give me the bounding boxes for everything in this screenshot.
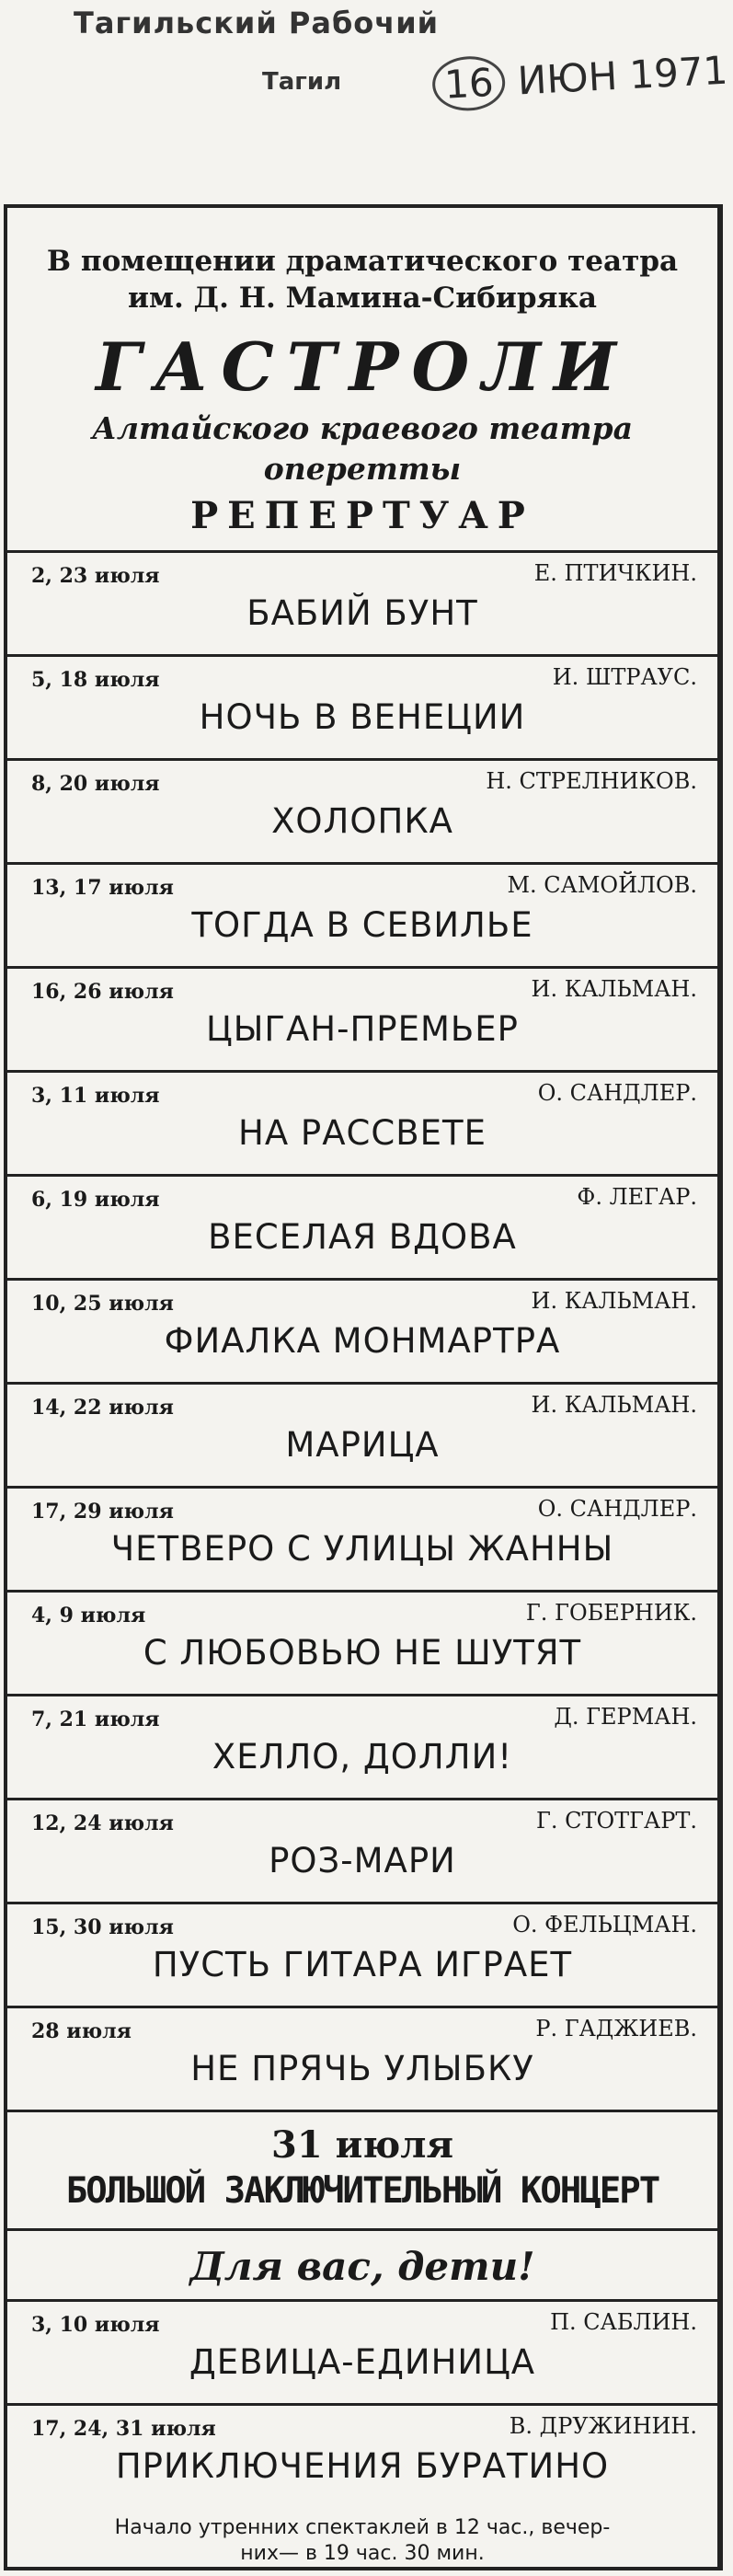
show-dates: 7, 21 июля bbox=[31, 1708, 160, 1731]
showtime-note-line-2: них— в 19 час. 30 мин. bbox=[240, 2542, 485, 2565]
show-dates: 17, 29 июля bbox=[31, 1500, 174, 1524]
show-title: ХЕЛЛО, ДОЛЛИ! bbox=[212, 1737, 513, 1777]
stamp-month: ИЮН bbox=[516, 52, 619, 104]
show-composer: Р. ГАДЖИЕВ. bbox=[535, 2016, 697, 2041]
show-composer: Е. ПТИЧКИН. bbox=[533, 560, 697, 586]
show-title: ТОГДА В СЕВИЛЬЕ bbox=[191, 905, 533, 945]
show-dates: 15, 30 июля bbox=[31, 1915, 174, 1939]
show-dates: 6, 19 июля bbox=[31, 1188, 160, 1212]
show-title: РОЗ-МАРИ bbox=[269, 1841, 456, 1880]
show-item bbox=[7, 761, 717, 865]
tour-subtitle: Алтайского краевого театра оперетты bbox=[91, 410, 634, 487]
show-dates: 13, 17 июля bbox=[31, 876, 174, 900]
tour-title: ГАСТРОЛИ bbox=[96, 328, 629, 406]
masthead bbox=[0, 0, 733, 198]
kids-show-item bbox=[7, 2406, 717, 2510]
show-title: ЦЫГАН-ПРЕМЬЕР bbox=[206, 1009, 519, 1049]
show-list bbox=[7, 550, 717, 2112]
show-title: МАРИЦА bbox=[285, 1425, 440, 1465]
show-title: ФИАЛКА МОНМАРТРА bbox=[164, 1321, 561, 1361]
show-dates: 4, 9 июля bbox=[31, 1604, 146, 1627]
show-composer: Д. ГЕРМАН. bbox=[554, 1704, 697, 1730]
date-stamp bbox=[431, 43, 729, 113]
show-composer: И. КАЛЬМАН. bbox=[531, 1288, 697, 1314]
show-dates: 2, 23 июля bbox=[31, 564, 160, 588]
kids-show-item bbox=[7, 2302, 717, 2406]
venue-line-2: им. Д. Н. Мамина-Сибиряка bbox=[128, 282, 597, 315]
concert-title: БОЛЬШОЙ ЗАКЛЮЧИТЕЛЬНЫЙ КОНЦЕРТ bbox=[65, 2170, 659, 2212]
show-dates: 14, 22 июля bbox=[31, 1396, 174, 1420]
show-dates: 8, 20 июля bbox=[31, 772, 160, 796]
show-title: НА РАССВЕТЕ bbox=[238, 1113, 487, 1153]
show-dates: 28 июля bbox=[31, 2019, 132, 2043]
show-item bbox=[7, 1593, 717, 1696]
show-item bbox=[7, 1904, 717, 2008]
show-title: ПРИКЛЮЧЕНИЯ БУРАТИНО bbox=[115, 2446, 610, 2486]
show-item bbox=[7, 1073, 717, 1177]
showtime-note bbox=[7, 2510, 717, 2567]
show-title: ДЕВИЦА-ЕДИНИЦА bbox=[189, 2342, 536, 2382]
show-item bbox=[7, 1800, 717, 1904]
show-dates: 3, 11 июля bbox=[31, 1084, 160, 1108]
show-composer: В. ДРУЖИНИН. bbox=[509, 2413, 697, 2439]
show-title: НОЧЬ В ВЕНЕЦИИ bbox=[199, 697, 526, 737]
showtime-note-line-1: Начало утренних спектаклей в 12 час., вечер- bbox=[114, 2516, 611, 2539]
show-item bbox=[7, 969, 717, 1073]
show-item bbox=[7, 2008, 717, 2112]
concert-date: 31 июля bbox=[270, 2123, 454, 2167]
show-composer: Ф. ЛЕГАР. bbox=[577, 1184, 697, 1210]
show-item bbox=[7, 1177, 717, 1281]
poster-header bbox=[7, 243, 717, 537]
show-composer: О. САНДЛЕР. bbox=[537, 1080, 697, 1106]
show-item bbox=[7, 1385, 717, 1489]
show-item bbox=[7, 553, 717, 657]
show-composer: Г. СТОТГАРТ. bbox=[535, 1808, 697, 1834]
stamp-year: 1971 bbox=[628, 47, 729, 98]
show-item bbox=[7, 657, 717, 761]
show-title: ВЕСЕЛАЯ ВДОВА bbox=[208, 1217, 517, 1257]
newspaper-name: Тагильский Рабочий bbox=[74, 6, 440, 40]
show-dates: 3, 10 июля bbox=[31, 2313, 160, 2337]
show-composer: О. САНДЛЕР. bbox=[537, 1496, 697, 1522]
repertoire-heading: РЕПЕРТУАР bbox=[190, 494, 534, 537]
kids-heading: Для вас, дети! bbox=[7, 2231, 717, 2302]
show-title: ЧЕТВЕРО С УЛИЦЫ ЖАННЫ bbox=[110, 1529, 614, 1569]
stamp-day: 16 bbox=[431, 54, 507, 112]
show-item bbox=[7, 1281, 717, 1385]
show-title: НЕ ПРЯЧЬ УЛЫБКУ bbox=[190, 2049, 534, 2088]
show-dates: 12, 24 июля bbox=[31, 1811, 174, 1835]
venue-line-1: В помещении драматического театра bbox=[46, 245, 679, 278]
show-item bbox=[7, 1696, 717, 1800]
show-dates: 17, 24, 31 июля bbox=[31, 2417, 216, 2441]
final-concert bbox=[7, 2112, 717, 2231]
city-name: Тагил bbox=[262, 68, 342, 96]
show-dates: 16, 26 июля bbox=[31, 980, 174, 1004]
show-item bbox=[7, 865, 717, 969]
show-title: ХОЛОПКА bbox=[271, 801, 453, 841]
poster bbox=[4, 204, 723, 2570]
show-dates: 10, 25 июля bbox=[31, 1292, 174, 1316]
show-composer: И. КАЛЬМАН. bbox=[531, 1392, 697, 1418]
show-composer: П. САБЛИН. bbox=[550, 2309, 697, 2335]
show-composer: Г. ГОБЕРНИК. bbox=[525, 1600, 697, 1626]
show-composer: М. САМОЙЛОВ. bbox=[507, 872, 697, 898]
show-composer: Н. СТРЕЛНИКОВ. bbox=[486, 768, 697, 794]
show-item bbox=[7, 1489, 717, 1593]
show-title: С ЛЮБОВЬЮ НЕ ШУТЯТ bbox=[143, 1633, 582, 1673]
show-composer: О. ФЕЛЬЦМАН. bbox=[512, 1912, 697, 1938]
show-title: ПУСТЬ ГИТАРА ИГРАЕТ bbox=[152, 1945, 573, 1984]
show-dates: 5, 18 июля bbox=[31, 668, 160, 692]
show-title: БАБИЙ БУНТ bbox=[246, 593, 478, 633]
show-composer: И. КАЛЬМАН. bbox=[531, 976, 697, 1002]
show-composer: И. ШТРАУС. bbox=[552, 664, 697, 690]
